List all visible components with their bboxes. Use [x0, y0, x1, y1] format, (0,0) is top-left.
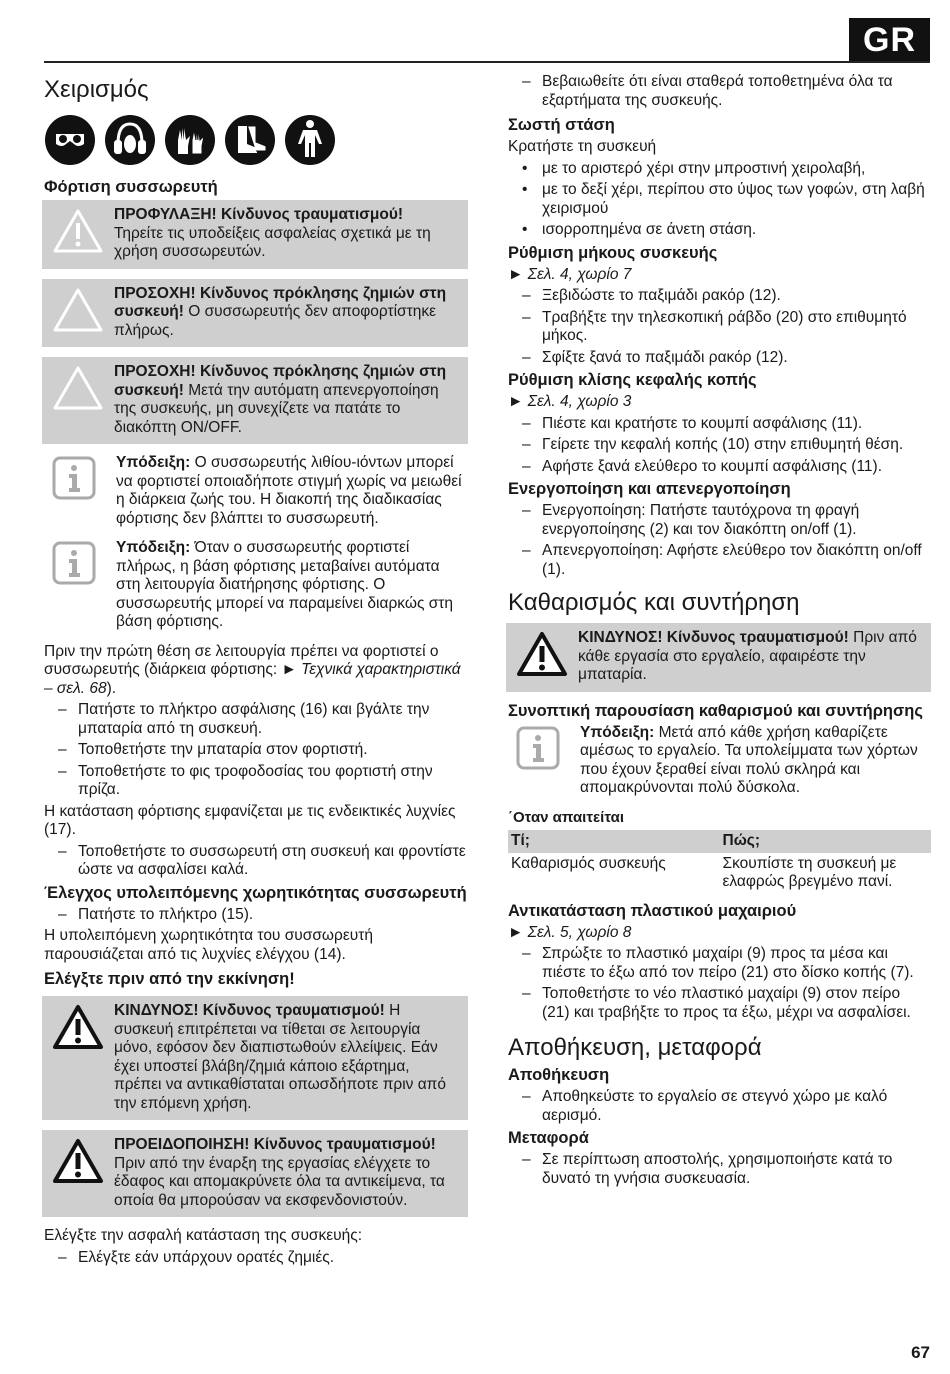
cross-reference: Τεχνικά χαρακτηριστικά – σελ. 68	[44, 661, 461, 697]
danger-text: Πριν από κάθε εργασία στο εργαλείο, αφαιρέστε την μπαταρία.	[578, 629, 917, 683]
status-paragraph: Η κατάσταση φόρτισης εμφανίζεται με τις ενδεικτικές λυχνίες (17).	[44, 802, 456, 838]
protective-clothing-icon	[284, 114, 336, 166]
figure-reference: ► Σελ. 5, χωρίο 8	[508, 923, 632, 941]
heading-stance: Σωστή στάση	[508, 116, 615, 134]
step-item: – Ξεβιδώστε το παξιμάδι ρακόρ (12).	[508, 287, 931, 306]
gloves-icon	[164, 114, 216, 166]
warning-box	[42, 1130, 468, 1217]
attention-box	[42, 357, 468, 444]
info-icon	[516, 726, 560, 770]
danger-text: Η συσκευή επιτρέπεται να τίθεται σε λειτουργία μόνο, εφόσον δεν διαπιστωθούν ελλείψεις. Εάν έχει υποστεί βλάβη/ζημιά κάποιο εξάρτημα, πρέπει να αντικαθίσταται οπωσδήποτε πριν από την επόμενη χρήση.	[114, 1002, 446, 1112]
heading-store: Αποθήκευση	[508, 1066, 610, 1084]
caution-title: ΠΡΟΦΥΛΑΞΗ! Κίνδυνος τραυματισμού!	[114, 206, 404, 223]
warning-icon	[52, 1004, 104, 1050]
capacity-paragraph: Η υπολειπόμενη χωρητικότητα του συσσωρευτή παρουσιάζεται από τις λυχνίες ελέγχου (14).	[44, 927, 373, 963]
heading-transport: Μεταφορά	[508, 1129, 589, 1147]
attention-text: Ο συσσωρευτής δεν αποφορτίστηκε πλήρως.	[114, 303, 437, 339]
language-badge: GR	[849, 18, 930, 62]
table-header-cell: Τί;	[508, 830, 720, 853]
caution-text: Τηρείτε τις υποδείξεις ασφαλείας σχετικά με τη χρήση συσσωρευτών.	[114, 224, 431, 260]
step-item: – Σφίξτε ξανά το παξιμάδι ρακόρ (12).	[508, 349, 931, 368]
heading-check: Ελέγξτε πριν από την εκκίνηση!	[44, 970, 295, 988]
bullet-item: • ισορροπημένα σε άνετη στάση.	[508, 221, 931, 240]
warning-icon	[516, 631, 568, 677]
first-use-paragraph: Πριν την πρώτη θέση σε λειτουργία πρέπει να φορτιστεί ο συσσωρευτής (διάρκεια φόρτισης: ► Τεχνικά χαρακτηριστικά – σελ. 68).	[44, 642, 461, 697]
warning-outline-icon	[52, 287, 104, 333]
table-header-row	[508, 830, 931, 853]
table-row	[508, 853, 931, 894]
note-block	[508, 724, 931, 798]
stance-intro: Κρατήστε τη συσκευή	[508, 138, 657, 155]
step-item: – Απενεργοποίηση: Αφήστε ελεύθερο τον διακόπτη on/off (1).	[508, 542, 931, 579]
attention-title: ΠΡΟΣΟΧΗ! Κίνδυνος πρόκλησης ζημιών στη συσκευή!	[114, 284, 447, 320]
step-item: – Τοποθετήστε την μπαταρία στον φορτιστή.	[44, 741, 468, 760]
heading-length: Ρύθμιση μήκους συσκευής	[508, 243, 718, 262]
attention-title: ΠΡΟΣΟΧΗ! Κίνδυνος πρόκλησης ζημιών στη συσκευή!	[114, 363, 447, 399]
step-item: – Ενεργοποίηση: Πατήστε ταυτόχρονα τη φραγή ενεργοποίησης (2) και τον διακόπτη on/off (1).	[508, 502, 931, 539]
header-rule	[44, 61, 930, 63]
note-title: Υπόδειξη:	[580, 723, 655, 741]
step-item: – Πατήστε το πλήκτρο (15).	[44, 906, 468, 925]
safety-paragraph: Ελέγξτε την ασφαλή κατάσταση της συσκευής:	[44, 1227, 363, 1244]
note-text: Ο συσσωρευτής λιθίου-ιόντων μπορεί να φορτιστεί οποιαδήποτε στιγμή χωρίς να μειωθεί η διάρκεια ζωής του. Η διακοπή της διαδικασίας φόρτισης δεν βλάπτει το συσσωρευτή.	[116, 454, 462, 527]
section-title-storage: Αποθήκευση, μεταφορά	[508, 1034, 762, 1061]
left-column	[44, 73, 468, 1270]
ear-protection-icon	[104, 114, 156, 166]
danger-box	[506, 623, 931, 692]
danger-box	[42, 996, 468, 1120]
heading-when-required: ΄Οταν απαιτείται	[508, 808, 624, 826]
table-cell: Καθαρισμός συσκευής	[511, 854, 666, 872]
right-column	[508, 73, 931, 1191]
note-text: Όταν ο συσσωρευτής φορτιστεί πλήρως, η βάση φόρτισης μεταβαίνει αυτόματα στη λειτουργία διατήρησης φόρτισης. Ο συσσωρευτής μπορεί να παραμείνει διαρκώς στη βάση φόρτισης.	[116, 539, 454, 630]
warning-text: Πριν από την έναρξη της εργασίας ελέγχετε το έδαφος και απομακρύνετε όλα τα αντικείμενα, τα οποία θα μπορούσαν να εκσφενδονιστούν.	[114, 1154, 445, 1209]
goggles-icon	[44, 114, 96, 166]
step-item: – Τοποθετήστε το φις τροφοδοσίας του φορτιστή στην πρίζα.	[44, 763, 468, 800]
boots-icon	[224, 114, 276, 166]
ppe-icons	[44, 114, 468, 166]
section-title-operation: Χειρισμός	[44, 76, 149, 103]
warning-outline-icon	[52, 365, 104, 411]
table-header-cell: Πώς;	[720, 830, 932, 853]
note-block	[44, 454, 468, 528]
caution-box	[42, 200, 468, 269]
note-title: Υπόδειξη:	[116, 454, 191, 471]
heading-overview: Συνοπτική παρουσίαση καθαρισμού και συντήρησης	[508, 701, 923, 720]
maintenance-table	[508, 830, 931, 894]
step-item: – Γείρετε την κεφαλή κοπής (10) στην επιθυμητή θέση.	[508, 436, 931, 455]
note-title: Υπόδειξη:	[116, 539, 191, 556]
info-icon	[52, 541, 96, 585]
heading-capacity: Έλεγχος υπολειπόμενης χωρητικότητας συσσωρευτή	[44, 883, 467, 902]
heading-charging: Φόρτιση συσσωρευτή	[44, 178, 218, 196]
bullet-item: • με το δεξί χέρι, περίπου στο ύψος των γοφών, στη λαβή χειρισμού	[508, 181, 931, 218]
page-number: 67	[911, 1342, 930, 1362]
step-item: – Τοποθετήστε το συσσωρευτή στη συσκευή και φροντίστε ώστε να ασφαλίσει καλά.	[44, 843, 468, 880]
step-item: – Πατήστε το πλήκτρο ασφάλισης (16) και βγάλτε την μπαταρία από τη συσκευή.	[44, 701, 468, 738]
bullet-item: • με το αριστερό χέρι στην μπροστινή χειρολαβή,	[508, 160, 931, 179]
step-item: – Σε περίπτωση αποστολής, χρησιμοποιήστε κατά το δυνατό τη γνήσια συσκευασία.	[508, 1151, 931, 1188]
step-item: – Πιέστε και κρατήστε το κουμπί ασφάλισης (11).	[508, 415, 931, 434]
heading-onoff: Ενεργοποίηση και απενεργοποίηση	[508, 480, 791, 498]
section-title-cleaning: Καθαρισμός και συντήρηση	[508, 589, 800, 616]
figure-reference: ► Σελ. 4, χωρίο 3	[508, 393, 632, 410]
step-item: – Αφήστε ξανά ελεύθερο το κουμπί ασφάλισης (11).	[508, 458, 931, 477]
note-text: Μετά από κάθε χρήση καθαρίζετε αμέσως το εργαλείο. Τα υπολείμματα των χόρτων που έχουν ξεραθεί είναι πολύ σκληρά και απομακρύνονται πολύ δύσκολα.	[580, 723, 918, 796]
attention-box	[42, 279, 468, 348]
note-block	[44, 539, 468, 632]
info-icon	[52, 456, 96, 500]
step-item: – Σπρώξτε το πλαστικό μαχαίρι (9) προς τα μέσα και πιέστε το έξω από τον πείρο (21) στο δίσκο κοπής (7).	[508, 945, 931, 982]
step-item: – Βεβαιωθείτε ότι είναι σταθερά τοποθετημένα όλα τα εξαρτήματα της συσκευής.	[508, 73, 931, 110]
danger-title: ΚΙΝΔΥΝΟΣ! Κίνδυνος τραυματισμού!	[114, 1002, 385, 1019]
table-cell: Σκουπίστε τη συσκευή με ελαφρώς βρεγμένο πανί.	[722, 854, 897, 890]
step-item: – Τοποθετήστε το νέο πλαστικό μαχαίρι (9) στον πείρο (21) και τραβήξτε το προς τα έξω, μέχρι να ασφαλίσει.	[508, 985, 931, 1022]
warning-outline-icon	[52, 208, 104, 254]
step-item: – Τραβήξτε την τηλεσκοπική ράβδο (20) στο επιθυμητό μήκος.	[508, 309, 931, 346]
warning-icon	[52, 1138, 104, 1184]
warning-title: ΠΡΟΕΙΔΟΠΟΙΗΣΗ! Κίνδυνος τραυματισμού!	[114, 1136, 436, 1153]
heading-tilt: Ρύθμιση κλίσης κεφαλής κοπής	[508, 371, 757, 389]
figure-reference: ► Σελ. 4, χωρίο 7	[508, 265, 632, 283]
step-item: – Ελέγξτε εάν υπάρχουν ορατές ζημιές.	[44, 1249, 468, 1268]
step-item: – Αποθηκεύστε το εργαλείο σε στεγνό χώρο με καλό αερισμό.	[508, 1088, 931, 1125]
danger-title: ΚΙΝΔΥΝΟΣ! Κίνδυνος τραυματισμού!	[578, 629, 849, 646]
heading-blade: Αντικατάσταση πλαστικού μαχαιριού	[508, 901, 797, 920]
attention-text: Μετά την αυτόματη απενεργοποίηση της συσκευής, μη συνεχίζετε να πατάτε το διακόπτη ON/OFF.	[114, 381, 439, 436]
